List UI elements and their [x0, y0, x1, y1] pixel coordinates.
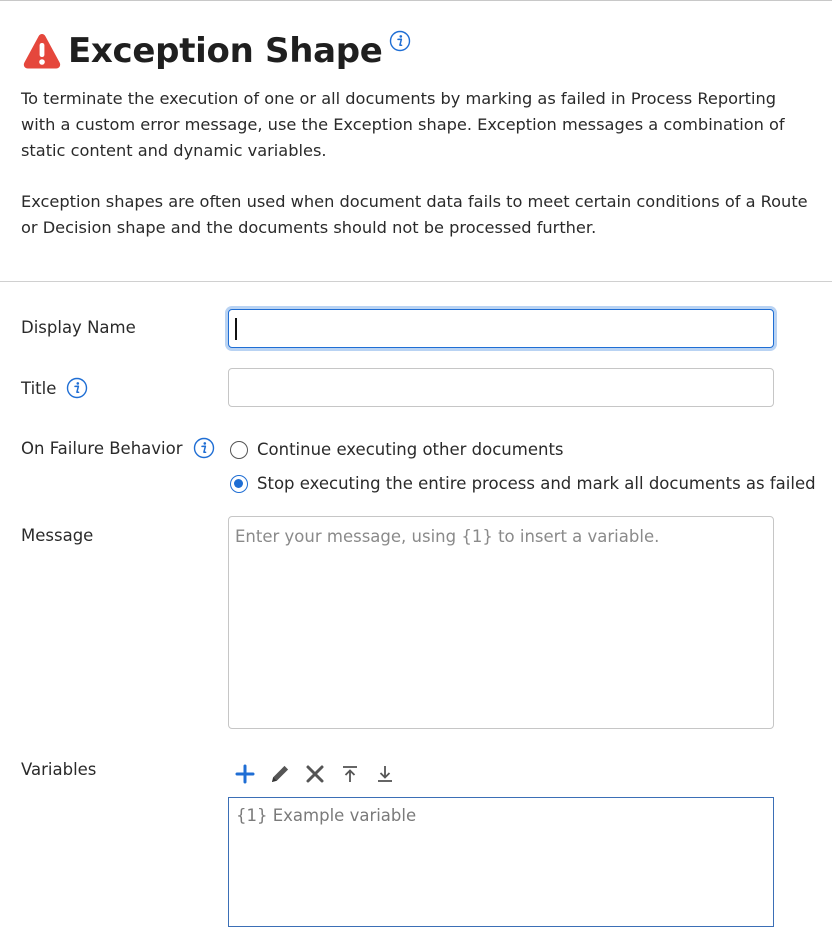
- description-paragraph: To terminate the execution of one or all documents by marking as failed in Process Reporting with a custom error message, use the Exception shape. Exception messages a combination of static content and dynamic variables.: [21, 89, 785, 160]
- info-icon[interactable]: [66, 377, 88, 399]
- top-divider: [0, 0, 832, 1]
- display-name-label: [21, 318, 136, 337]
- message-label: [21, 526, 93, 545]
- info-icon: [389, 30, 411, 52]
- variables-label: [21, 760, 96, 779]
- page-header: [22, 28, 812, 74]
- variables-label-text: Variables: [21, 760, 97, 779]
- radio-label: Stop executing the entire process and mark all documents as failed: [257, 474, 816, 493]
- title-label: [21, 377, 88, 399]
- message-label-text: Message: [21, 526, 94, 545]
- title-input[interactable]: [228, 368, 774, 407]
- info-icon[interactable]: [193, 437, 215, 459]
- variables-list[interactable]: [228, 797, 774, 927]
- edit-pencil-icon[interactable]: [268, 762, 292, 786]
- on-failure-label-text: On Failure Behavior: [21, 438, 183, 458]
- radio-button[interactable]: [230, 441, 248, 459]
- message-textarea[interactable]: [228, 516, 774, 729]
- radio-button-selected[interactable]: [230, 475, 248, 493]
- title-label-text: Title: [21, 378, 57, 398]
- warning-triangle-icon: [22, 31, 62, 71]
- title-info-button[interactable]: [389, 30, 411, 56]
- display-name-input[interactable]: [228, 309, 774, 348]
- radio-continue-executing[interactable]: [230, 440, 564, 459]
- section-divider: [0, 281, 832, 282]
- page-title: Exception Shape: [68, 31, 383, 71]
- on-failure-label: [21, 437, 215, 459]
- description-paragraph: Exception shapes are often used when document data fails to meet certain conditions of a Route or Decision shape and the documents should not be processed further.: [21, 192, 808, 237]
- add-icon[interactable]: [233, 762, 257, 786]
- list-item[interactable]: {1} Example variable: [236, 806, 417, 825]
- display-name-label-text: Display Name: [21, 318, 136, 337]
- radio-label: Continue executing other documents: [257, 440, 564, 459]
- text-caret: [235, 318, 237, 340]
- move-to-top-icon[interactable]: [338, 762, 362, 786]
- delete-x-icon[interactable]: [303, 762, 327, 786]
- message-placeholder: Enter your message, using {1} to insert a variable.: [235, 527, 660, 546]
- move-to-bottom-icon[interactable]: [373, 762, 397, 786]
- radio-stop-executing[interactable]: [230, 474, 816, 493]
- variables-toolbar: [233, 762, 408, 786]
